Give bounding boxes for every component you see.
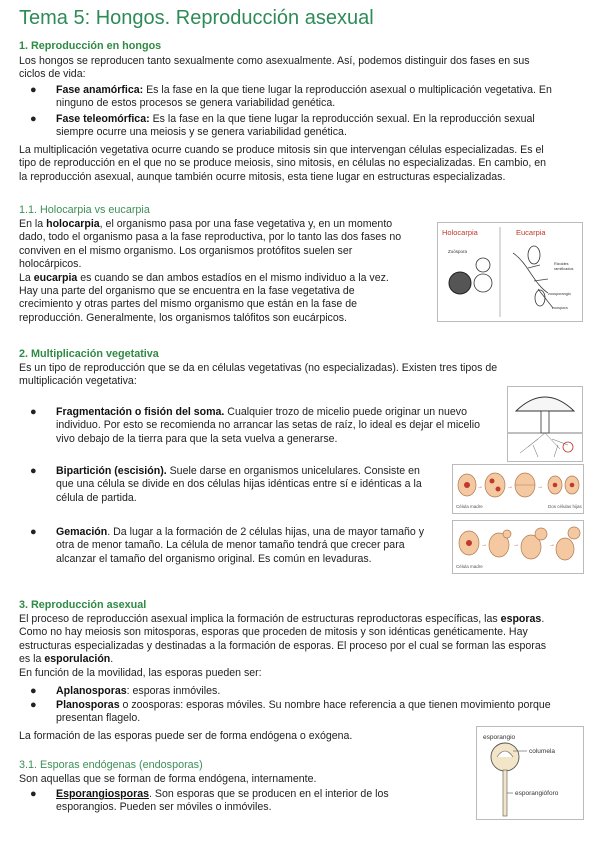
bullet-dot: ● (30, 84, 37, 96)
label-esporangio: esporangio (483, 734, 516, 741)
arrow-2: → (513, 542, 519, 548)
page-title: Tema 5: Hongos. Reproducción asexual (19, 7, 374, 29)
nucleus (570, 483, 575, 488)
section-3-1-heading: 3.1. Esporas endógenas (endosporas) (19, 759, 203, 771)
gemacion-drawing (453, 521, 583, 573)
s3-b1-text: : esporas inmóviles. (126, 685, 221, 697)
bullet-dot: ● (30, 113, 37, 125)
holocarpia-eucarpia-drawing (438, 223, 582, 321)
zoosporangium-shape (476, 258, 490, 272)
arrow-3: → (537, 484, 543, 490)
label-ramificados: ramificados (554, 267, 574, 271)
s1-b2-line-2: siempre ocurre una meiosis y se genera variabilidad genética. (56, 126, 347, 139)
mycelium (520, 433, 568, 457)
biparticion-drawing (453, 465, 583, 513)
s2-b2-line-1: Suele darse en organismos unicelulares. Consiste en (166, 465, 420, 477)
s2-b3-line-3: alcanzar el tamaño del organismo original. Es común en levaduras. (56, 552, 372, 565)
arrow-3: → (549, 542, 555, 548)
nucleus (490, 479, 495, 484)
sporangiophore-shape (503, 770, 507, 816)
s11-p2-line-4: reproducción. Generalmente, los organismos talófitos son eucárpicos. (19, 311, 347, 324)
s2-intro-line-1: Es un tipo de reproducción que se da en células vegetativas (no especializadas). Existen tres tipos de (19, 362, 498, 374)
s2-b1-line-2: individuo. Por esto se recomienda no arrancar las setas de raíz, lo ideal es dejar el micelio (56, 419, 480, 432)
s1-b1-line-2: ninguno de estos procesos se genera variabilidad genética. (56, 97, 336, 110)
s3-b2-line-2: presentan flagelo. (56, 712, 141, 725)
label-holocarpia: Holocarpia (442, 228, 478, 237)
s2-b3-line-1: . Da lugar a la formación de 2 células hijas, una de mayor tamaño y (107, 526, 425, 538)
bullet-dot: ● (30, 699, 37, 711)
section-1-1-heading: 1.1. Holocarpia vs eucarpia (19, 204, 150, 216)
label-esporangioforo: esporangióforo (515, 790, 559, 797)
s3-b1-term: Aplanosporas (56, 685, 127, 697)
s3-l1-term: esporas (500, 613, 542, 625)
sporangium-figure (476, 726, 584, 820)
s11-p2-line-3: crecimiento y otras partes del mismo organismo que están en la fase de (19, 298, 357, 311)
s2-b3-line-2: otra de menor tamaño. La célula de menor tamaño tendrá que crecer para (56, 539, 405, 552)
section-1-heading: 1. Reproducción en hongos (19, 40, 162, 52)
label-rizoides: Rizoides (554, 262, 569, 266)
eucarpic-sporangium-2 (535, 290, 545, 306)
s2-b3-term: Gemación (56, 526, 108, 538)
bullet-dot: ● (30, 526, 37, 538)
label-celula-madre-gemacion: Célula madre (456, 564, 483, 569)
nucleus (553, 483, 558, 488)
gemacion-figure (452, 520, 584, 574)
holocarpic-cell (474, 274, 492, 292)
label-eucarpia: Eucarpia (516, 228, 546, 237)
arrow-1: → (481, 542, 487, 548)
s3-closing: La formación de las esporas puede ser de forma endógena o exógena. (19, 730, 353, 742)
s1-p2-line-2: tipo de reproducción en el que no se produce meiosis, sino mitosis, en células no especializadas. En cambio, en (19, 157, 547, 170)
bullet-dot: ● (30, 685, 37, 697)
nucleus (496, 487, 501, 492)
label-dos-celulas-hijas: Dos células hijas (548, 504, 582, 509)
s1-paragraph-2 (19, 144, 581, 184)
s3-l1-pre: El proceso de reproducción asexual implica la formación de estructuras reproductoras específicas, las (19, 613, 501, 625)
label-celula-madre: Célula madre (456, 504, 483, 509)
s1-intro (19, 55, 581, 82)
s11-p1-pre: En la (19, 218, 47, 230)
holocarpic-thallus (449, 272, 471, 294)
s2-b2-line-3: célula de partida. (56, 491, 137, 504)
s3-l1-post: . (541, 613, 545, 625)
bud (535, 528, 547, 540)
eucarpic-hyphae (513, 253, 553, 308)
s3-line-5: En función de la movilidad, las esporas pueden ser: (19, 666, 262, 679)
mushroom-mycelium-figure (507, 386, 583, 462)
nucleus (466, 540, 472, 546)
bullet-dot: ● (30, 406, 37, 418)
s2-intro-line-2: multiplicación vegetativa: (19, 375, 137, 388)
s3-b2-line-1: o zoosporas: esporas móviles. Su nombre hace referencia a que tienen movimiento porque (119, 699, 551, 711)
s3-b2-term: Planosporas (56, 699, 120, 711)
s1-b2-term: Fase teleomórfica: (56, 113, 150, 125)
s11-p1-line-2: dado, todo el organismo pasa a la fase reproductiva, por lo tanto las dos fases no (19, 231, 402, 244)
s1-p2-line-1: La multiplicación vegetativa ocurre cuando se produce mitosis sin que intervengan células especializadas. Es el (19, 144, 544, 156)
arrow-1: → (477, 484, 483, 490)
cell-dividing-1 (485, 473, 505, 497)
label-zoospora: Zoóspora (448, 249, 468, 254)
s31-b1-line-1: . Son esporas que se producen en el interior de los (149, 788, 389, 800)
s3-l4-pre: es la (19, 653, 45, 666)
s11-p2-post: es cuando se dan ambos estadíos en el mismo individuo a la vez. (77, 271, 389, 284)
mushroom-stem (541, 411, 549, 433)
s11-p1-line-3: conviven en el mismo organismo. Los organismos protófitos suelen ser (19, 244, 353, 257)
section-2-heading: 2. Multiplicación vegetativa (19, 348, 159, 360)
sporangium-drawing (477, 727, 583, 819)
bullet-dot: ● (30, 788, 37, 800)
mushroom-cap (516, 397, 574, 411)
s11-p1-term: holocarpia (46, 218, 100, 230)
s3-line-3: estructuras especializadas y destinadas a la formación de esporas. El proceso por el cual se forman las esporas (19, 639, 547, 652)
budding-daughter-small (568, 527, 580, 539)
holocarpia-eucarpia-figure (437, 222, 583, 322)
s11-p2-line-2: Hay una parte del organismo que se encuentra en la fase vegetativa de (19, 285, 355, 298)
s31-b1-line-2: esporangios. Pueden ser móviles o inmóviles. (56, 801, 272, 814)
s3-line-2: Como no hay meiosis son mitosporas, esporas que proceden de mitosis y son idénticas genéticamente. Hay (19, 626, 528, 639)
s2-b1-line-3: vivo debajo de la tierra para que la seta vuelva a generarse. (56, 432, 338, 445)
s3-paragraph (19, 613, 581, 680)
eucarpic-sporangium-1 (528, 246, 540, 264)
bud (503, 530, 511, 538)
s11-holocarpia-paragraph (19, 218, 427, 325)
nucleus (464, 482, 470, 488)
mycelium-fragment-highlight (563, 442, 573, 452)
s1-intro-line-1: Los hongos se reproducen tanto sexualmente como asexualmente. Así, podemos distinguir dos fases en sus (19, 55, 530, 67)
s2-b1-line-1: Cualquier trozo de micelio puede originar un nuevo (224, 406, 467, 418)
bullet-dot: ● (30, 465, 37, 477)
s31-intro: Son aquellas que se forman de forma endógena, internamente. (19, 773, 317, 785)
label-zoospora-eucarpia: zoospora (552, 306, 568, 310)
section-3-heading: 3. Reproducción asexual (19, 599, 147, 611)
s1-b1-line-1: Es la fase en la que tiene lugar la reproducción asexual o multiplicación vegetativa. En (143, 84, 552, 96)
arrow-2: → (507, 484, 513, 490)
s11-p2-term: eucarpia (33, 271, 78, 284)
s11-p1-post: , el organismo pasa por una fase vegetativa y, en un momento (99, 218, 393, 230)
s3-l4-post: . (110, 653, 114, 666)
label-zoosporangio: zoosporangio (548, 292, 571, 296)
s1-b1-term: Fase anamórfica: (56, 84, 144, 96)
s1-b2-line-1: Es la fase en la que tiene lugar la reproducción sexual. En la reproducción sexual (149, 113, 535, 125)
s1-p2-line-3: la reproducción asexual, aunque también ocurre mitosis, esta tiene lugar en estructuras especializadas. (19, 170, 506, 183)
s3-l4-term: esporulación (44, 653, 111, 666)
s2-intro (19, 362, 581, 389)
s2-b2-term: Bipartición (escisión). (56, 465, 167, 477)
s31-b1-term: Esporangiosporas (56, 788, 150, 800)
s2-b2-line-2: que una célula se divide en dos células hijas idénticas entre sí e idénticas a la (56, 478, 422, 491)
budding-daughter-large (556, 538, 574, 560)
s2-b1-term: Fragmentación o fisión del soma. (56, 406, 225, 418)
biparticion-figure (452, 464, 584, 514)
s11-p2-pre: La (19, 271, 34, 284)
mushroom-drawing (508, 387, 582, 461)
s11-p1-line-4: holocárpicos. (19, 258, 82, 271)
s1-intro-line-2: ciclos de vida: (19, 68, 86, 81)
label-columela: columela (529, 748, 556, 755)
